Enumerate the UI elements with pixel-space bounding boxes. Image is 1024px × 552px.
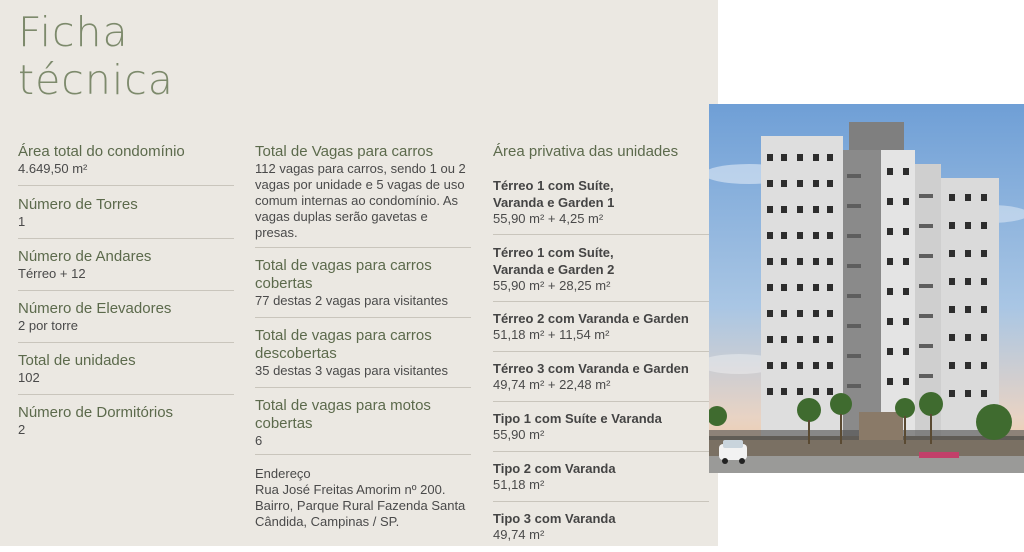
spec-label: Número de Andares <box>18 248 152 265</box>
spec-value: 6 <box>255 433 263 448</box>
spec-column-private-areas <box>493 141 709 546</box>
title-line-1: Ficha <box>18 8 129 56</box>
spec-value: 2 <box>18 422 26 437</box>
unit-name: Térreo 1 com Suíte, Varanda e Garden 2 <box>493 245 615 277</box>
unit-name: Térreo 2 com Varanda e Garden <box>493 311 689 326</box>
building-render-image <box>709 104 1024 473</box>
unit-area: 49,74 m² + 22,48 m² <box>493 377 611 392</box>
spec-value: 112 vagas para carros, sendo 1 ou 2 vagas por unidade e 5 vagas de uso comum internas ao condomínio. As vagas duplas serão gavetas e presas. <box>255 161 466 240</box>
spec-label: Total de Vagas para carros <box>255 143 434 160</box>
spec-value: 4.649,50 m² <box>18 161 88 176</box>
unit-item <box>493 177 709 235</box>
spec-label: Total de vagas para motos cobertas <box>255 397 431 432</box>
spec-item-units <box>18 343 234 395</box>
spec-item-uncovered-spaces <box>255 318 471 388</box>
spec-label: Número de Elevadores <box>18 300 172 317</box>
spec-label: Total de unidades <box>18 352 136 369</box>
spec-item-towers <box>18 186 234 239</box>
spec-value: 1 <box>18 214 26 229</box>
unit-item <box>493 452 709 502</box>
address-value: Rua José Freitas Amorim nº 200. Bairro, Parque Rural Fazenda Santa Cândida, Campinas / SP. <box>255 482 466 529</box>
spec-column-parking <box>255 141 471 530</box>
spec-item-address <box>255 455 471 530</box>
unit-item <box>493 502 709 546</box>
unit-area: 51,18 m² <box>493 477 545 492</box>
spec-label: Número de Dormitórios <box>18 404 174 421</box>
spec-label: Número de Torres <box>18 196 138 213</box>
unit-item <box>493 235 709 302</box>
spec-item-moto-spaces <box>255 388 471 455</box>
unit-name: Térreo 1 com Suíte, Varanda e Garden 1 <box>493 178 615 210</box>
spec-label: Total de vagas para carros cobertas <box>255 257 432 292</box>
spec-item-car-spaces <box>255 141 471 248</box>
unit-area: 55,90 m² + 28,25 m² <box>493 278 611 293</box>
unit-area: 55,90 m² + 4,25 m² <box>493 211 604 226</box>
spec-value: 35 destas 3 vagas para visitantes <box>255 363 448 378</box>
unit-name: Tipo 2 com Varanda <box>493 461 616 476</box>
spec-label: Total de vagas para carros descobertas <box>255 327 432 362</box>
unit-item <box>493 402 709 452</box>
page-title <box>18 8 174 104</box>
title-line-2: técnica <box>18 56 174 104</box>
address-label: Endereço <box>255 466 311 481</box>
unit-name: Tipo 3 com Varanda <box>493 511 616 526</box>
unit-area: 51,18 m² + 11,54 m² <box>493 327 610 342</box>
private-area-heading: Área privativa das unidades <box>493 143 679 160</box>
unit-area: 55,90 m² <box>493 427 545 442</box>
unit-item <box>493 352 709 402</box>
unit-name: Térreo 3 com Varanda e Garden <box>493 361 689 376</box>
unit-area: 49,74 m² <box>493 527 545 542</box>
spec-value: 102 <box>18 370 40 385</box>
unit-name: Tipo 1 com Suíte e Varanda <box>493 411 662 426</box>
spec-label: Área total do condomínio <box>18 143 185 160</box>
spec-item-elevators <box>18 291 234 343</box>
unit-item <box>493 302 709 352</box>
spec-item-total-area <box>18 141 234 186</box>
spec-value: 77 destas 2 vagas para visitantes <box>255 293 448 308</box>
spec-item-covered-spaces <box>255 248 471 318</box>
spec-value: 2 por torre <box>18 318 78 333</box>
spec-value: Térreo + 12 <box>18 266 86 281</box>
spec-item-floors <box>18 239 234 291</box>
spec-column-general <box>18 141 234 447</box>
spec-item-bedrooms <box>18 395 234 447</box>
